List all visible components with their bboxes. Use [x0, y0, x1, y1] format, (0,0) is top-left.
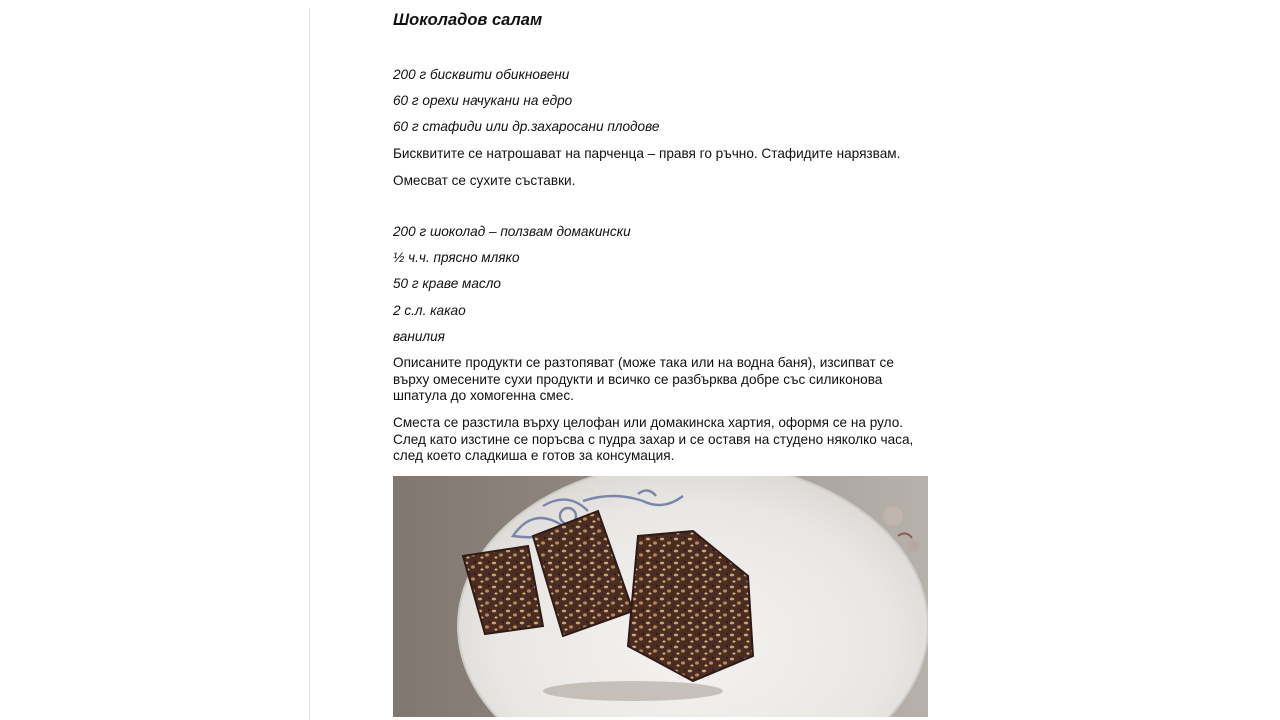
step-melt-line: върху омесените сухи продукти и всичко се разбърква добре със силиконова	[393, 371, 883, 387]
cloth-spot	[907, 540, 919, 552]
ingredient-butter: 50 г краве масло	[393, 276, 501, 291]
step-roll-line: След като изстине се поръсва с пудра захар и се оставя на студено няколко часа,	[393, 431, 914, 447]
step-melt	[393, 355, 933, 405]
step-melt-line: Описаните продукти се разтопяват (може така или на водна баня), изсипват се	[393, 355, 894, 370]
photo-illustration	[393, 476, 928, 717]
step-crumble: Бисквитите се натрошават на парченца – правя го ръчно. Стафидите нарязвам.	[393, 146, 901, 161]
ingredient-cocoa: 2 с.л. какао	[393, 303, 466, 318]
step-roll-line: Сместа се разстила върху целофан или домакинска хартия, оформя се на руло.	[393, 415, 904, 430]
page-edge	[309, 8, 310, 720]
ingredient-chocolate: 200 г шоколад – ползвам домакински	[393, 224, 631, 239]
ingredient-vanilla: ванилия	[393, 329, 445, 344]
ingredient-walnuts: 60 г орехи начукани на едро	[393, 93, 573, 108]
cloth-flower	[898, 533, 912, 538]
plate-shadow	[543, 681, 723, 701]
recipe-title: Шоколадов салам	[393, 11, 543, 29]
ingredient-milk: ½ ч.ч. прясно мляко	[393, 250, 520, 265]
ingredient-raisins: 60 г стафиди или др.захаросани плодове	[393, 119, 660, 134]
chocolate-salami-photo	[393, 476, 928, 717]
step-roll-line: след което сладкиша е готов за консумация.	[393, 448, 675, 464]
step-mix-dry: Омесват се сухите съставки.	[393, 173, 576, 188]
cloth-spot	[883, 506, 903, 526]
step-melt-line: шпатула до хомогенна смес.	[393, 388, 574, 404]
ingredient-biscuits: 200 г бисквити обикновени	[393, 67, 570, 82]
step-roll	[393, 415, 933, 465]
